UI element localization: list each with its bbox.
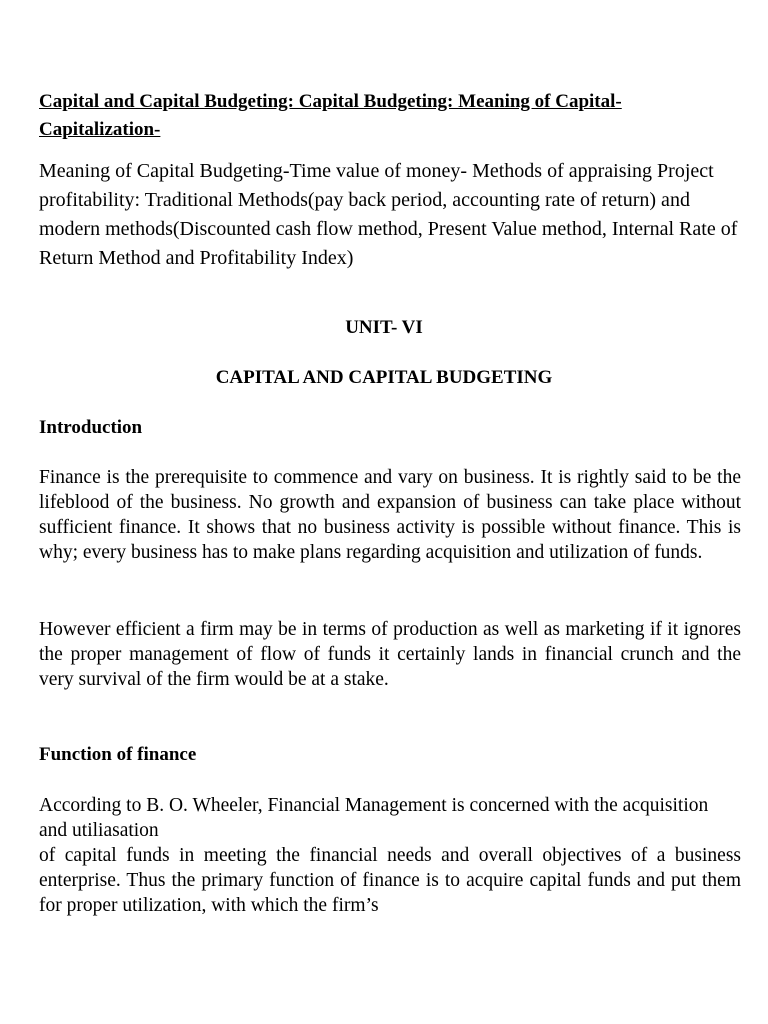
function-paragraph-2: of capital funds in meeting the financial needs and overall objectives of a business enterprise. Thus the primary function of finance is to acquire capital funds and put them for proper utilization, with which the firm’s: [39, 845, 741, 916]
intro-paragraph-2: However efficient a firm may be in terms of production as well as marketing if it ignores the proper management of flow of funds it certainly lands in financial crunch and the very survival of the firm would be at a stake.: [39, 619, 741, 690]
function-paragraph-1: According to B. O. Wheeler, Financial Management is concerned with the acquisition and utiliasation: [39, 795, 709, 841]
intro-paragraph-1: Finance is the prerequisite to commence and vary on business. It is rightly said to be the lifeblood of the business. No growth and expansion of business can take place without sufficient finance. It shows that no business activity is possible without finance. This is why; every business has to make plans regarding acquisition and utilization of funds.: [39, 467, 741, 563]
introduction-heading: Introduction: [39, 417, 143, 438]
function-heading: Function of finance: [39, 744, 197, 765]
unit-title: CAPITAL AND CAPITAL BUDGETING: [215, 367, 553, 388]
top-heading: Capital and Capital Budgeting: Capital Budgeting: Meaning of Capital-Capitalization-: [39, 91, 622, 140]
syllabus-text: Meaning of Capital Budgeting-Time value of money- Methods of appraising Project profitability: Traditional Methods(pay back period, accounting rate of return) and modern methods(Discounted cash flow method, Present Value method, Internal Rate of Return Method and Profitability Index): [39, 160, 738, 269]
unit-number: UNIT- VI: [345, 317, 423, 338]
